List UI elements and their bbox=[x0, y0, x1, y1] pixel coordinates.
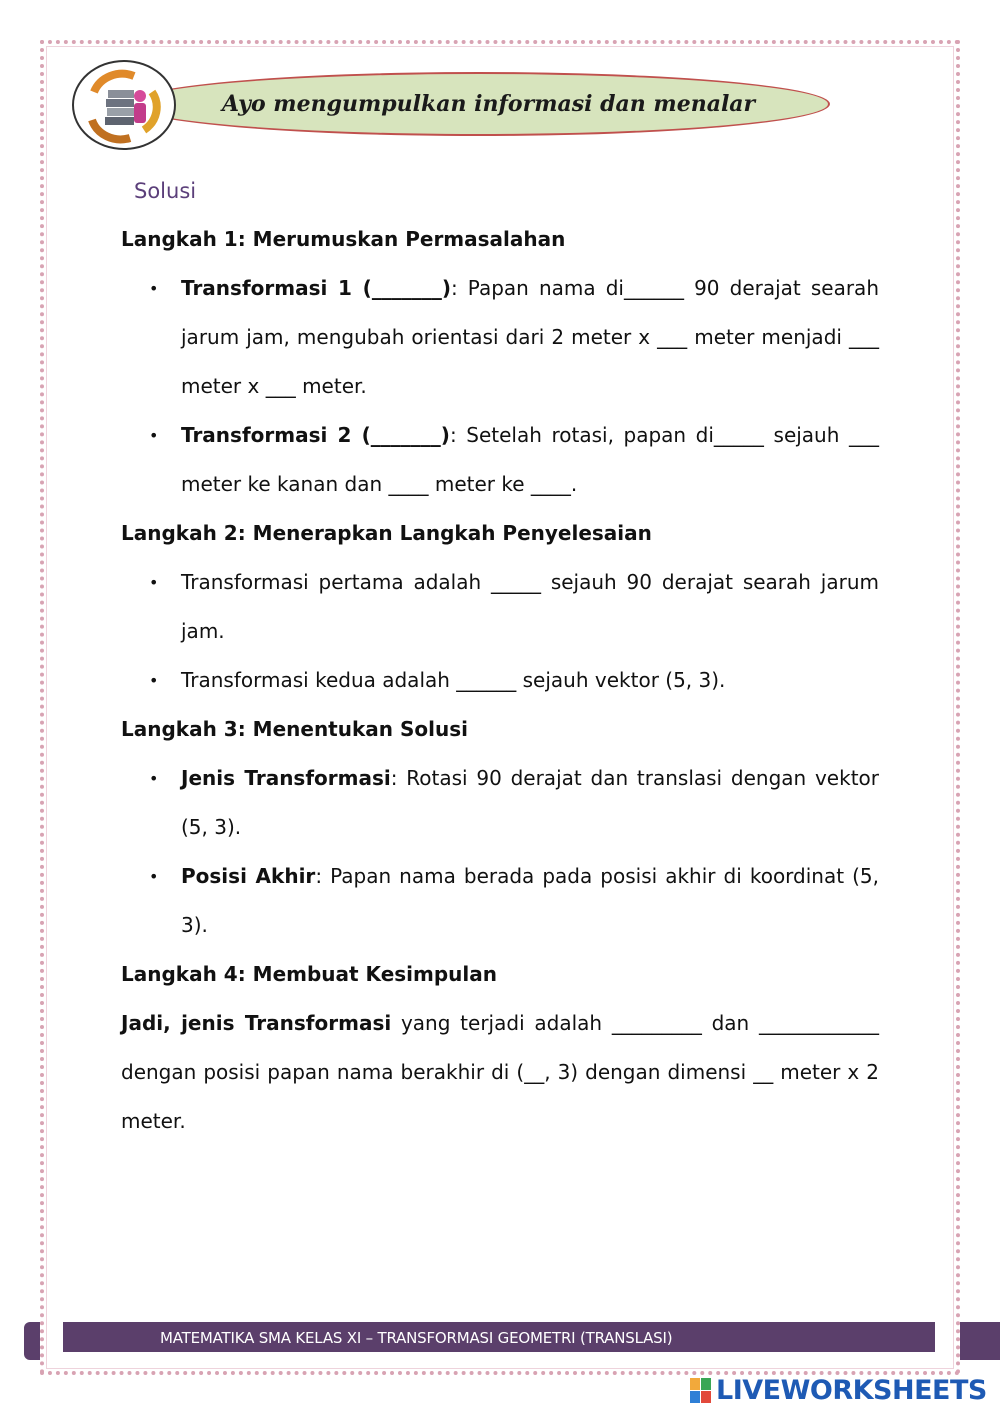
footer-text: MATEMATIKA SMA KELAS XI – TRANSFORMASI GEOMETRI (TRANSLASI) bbox=[160, 1329, 673, 1347]
footer-right-tab bbox=[960, 1322, 1000, 1360]
solusi-label: Solusi bbox=[134, 179, 197, 203]
step-3-list bbox=[121, 754, 879, 950]
item-text: : Papan nama di______ 90 derajat searah jarum jam, mengubah orientasi dari 2 meter x ___ meter menjadi ___ meter x ___ meter. bbox=[181, 276, 879, 398]
worksheet-content bbox=[121, 215, 879, 1146]
item-bold-label: Transformasi 2 (_______) bbox=[181, 423, 450, 447]
item-bold-label: Transformasi 1 (_______) bbox=[181, 276, 451, 300]
list-item bbox=[181, 754, 879, 852]
step-1-list bbox=[121, 264, 879, 509]
step-3-title: Langkah 3: Menentukan Solusi bbox=[121, 717, 468, 741]
item-text: Transformasi pertama adalah _____ sejauh 90 derajat searah jarum jam. bbox=[181, 570, 879, 643]
list-item bbox=[181, 264, 879, 411]
liveworksheets-logo-icon bbox=[690, 1378, 712, 1404]
step-1-title: Langkah 1: Merumuskan Permasalahan bbox=[121, 227, 566, 251]
footer-left-tab bbox=[24, 1322, 40, 1360]
header-title: Ayo mengumpulkan informasi dan menalar bbox=[222, 91, 756, 117]
item-text: : Setelah rotasi, papan di_____ sejauh ___ meter ke kanan dan ____ meter ke ____. bbox=[181, 423, 879, 496]
step-2-title: Langkah 2: Menerapkan Langkah Penyelesaian bbox=[121, 521, 652, 545]
conclusion-bold: Jadi, jenis Transformasi bbox=[121, 1011, 392, 1035]
list-item bbox=[181, 656, 879, 705]
item-text: Transformasi kedua adalah ______ sejauh vektor (5, 3). bbox=[181, 668, 726, 692]
list-item bbox=[181, 852, 879, 950]
conclusion-text: yang terjadi adalah _________ dan ____________ dengan posisi papan nama berakhir di (__, 3) dengan dimensi __ meter x 2 meter. bbox=[121, 1011, 879, 1133]
liveworksheets-text: LIVEWORKSHEETS bbox=[716, 1375, 987, 1406]
item-bold-label: Jenis Transformasi bbox=[181, 766, 391, 790]
step-4-title: Langkah 4: Membuat Kesimpulan bbox=[121, 962, 498, 986]
conclusion-paragraph bbox=[121, 999, 879, 1146]
step-2-list bbox=[121, 558, 879, 705]
item-text: : Papan nama berada pada posisi akhir di koordinat (5, 3). bbox=[181, 864, 879, 937]
list-item bbox=[181, 411, 879, 509]
logo bbox=[72, 60, 176, 150]
list-item bbox=[181, 558, 879, 656]
liveworksheets-watermark[interactable] bbox=[690, 1374, 990, 1408]
item-text: : Rotasi 90 derajat dan translasi dengan vektor (5, 3). bbox=[181, 766, 879, 839]
books-icon bbox=[74, 62, 174, 148]
item-bold-label: Posisi Akhir bbox=[181, 864, 316, 888]
